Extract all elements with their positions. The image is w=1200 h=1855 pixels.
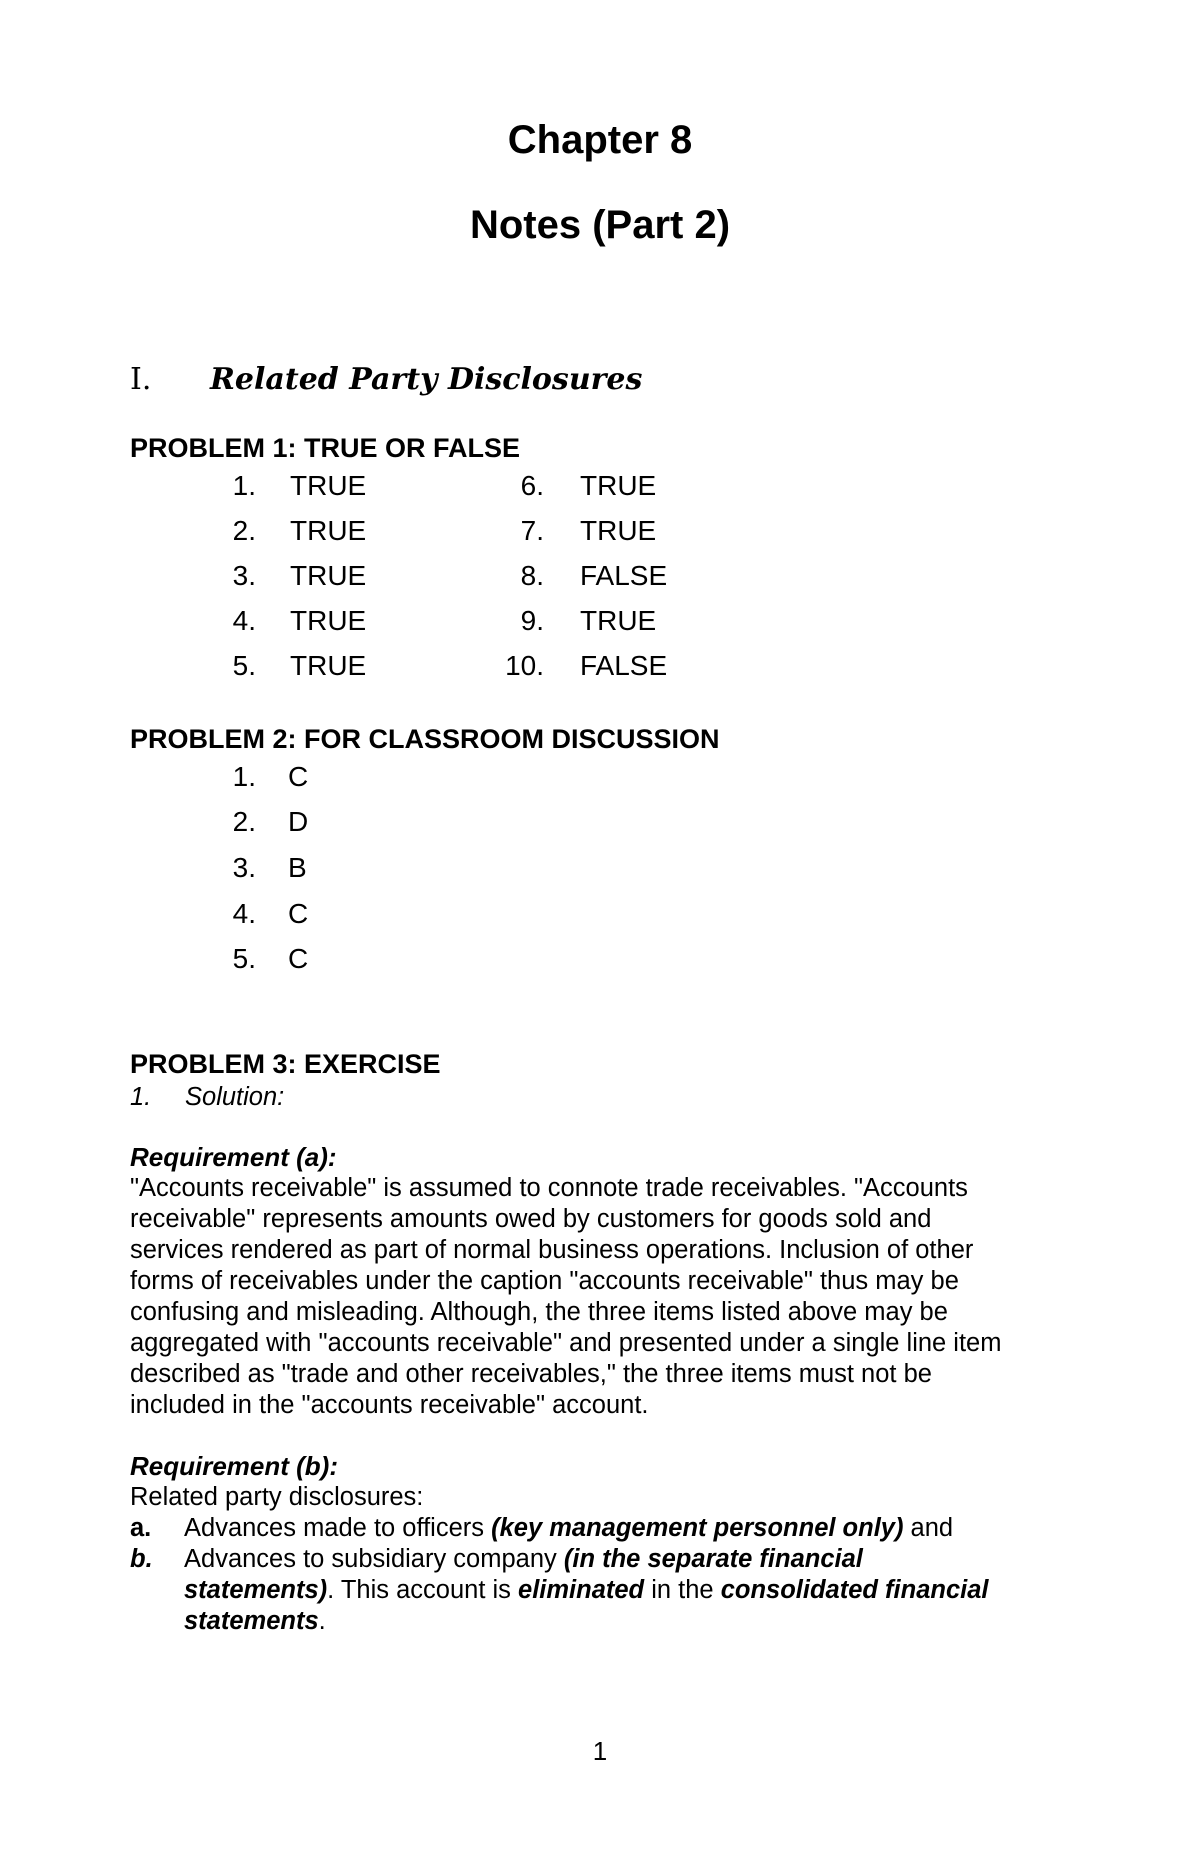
list-number: 4. [232,605,256,636]
list-answer: TRUE [290,515,367,546]
list-answer: B [288,852,307,883]
list-number: 9. [520,605,544,636]
requirement-a-line: receivable" represents amounts owed by customers for goods sold and [130,1205,932,1233]
list-answer: TRUE [290,470,367,501]
item-b-emphasis: eliminated [518,1576,645,1604]
list-number: 10. [505,650,544,681]
requirement-a-line: described as "trade and other receivables," the three items must not be [130,1360,932,1388]
section-title: Related Party Disclosures [210,362,643,397]
list-number: 3. [232,852,256,883]
page-number: 1 [592,1736,608,1766]
requirement-b-item-b-line-2 [184,1575,989,1606]
list-number: 7. [520,515,544,546]
problem-3-title: PROBLEM 3: EXERCISE [130,1049,441,1079]
item-a-end: and [903,1514,954,1542]
list-number: 5. [232,650,256,681]
list-number: 3. [232,560,256,591]
list-answer: TRUE [580,470,657,501]
requirement-b-item-b-line-1 [184,1544,863,1575]
requirement-b-item-a [184,1513,953,1544]
list-number: 8. [520,560,544,591]
list-answer: C [288,761,309,792]
requirement-a-line: confusing and misleading. Although, the three items listed above may be [130,1298,948,1326]
item-b-emphasis: (in the separate financial [563,1545,863,1573]
page-subtitle: Notes (Part 2) [469,203,731,247]
item-b-text: Advances to subsidiary company [184,1545,564,1573]
requirement-b-intro: Related party disclosures: [130,1483,424,1511]
solution-number: 1. [130,1083,152,1111]
problem-2-title: PROBLEM 2: FOR CLASSROOM DISCUSSION [130,724,720,754]
chapter-title: Chapter 8 [507,118,693,162]
item-a-emphasis: (key management personnel only) [491,1514,904,1542]
requirement-b-item-b-line-3 [184,1606,326,1637]
requirement-a-line: forms of receivables under the caption "accounts receivable" thus may be [130,1267,959,1295]
item-b-end: . [318,1607,326,1635]
list-answer: FALSE [580,560,668,591]
item-b-emphasis: statements) [184,1576,328,1604]
list-number: 1. [232,761,256,792]
problem-1-title: PROBLEM 1: TRUE OR FALSE [130,433,521,463]
list-number: 2. [232,806,256,837]
list-number: 2. [232,515,256,546]
list-answer: TRUE [580,515,657,546]
list-answer: FALSE [580,650,668,681]
list-answer: TRUE [290,650,367,681]
section-heading [130,362,830,402]
item-b-text: . This account is [327,1576,519,1604]
requirement-a-line: services rendered as part of normal business operations. Inclusion of other [130,1236,974,1264]
list-number: 5. [232,943,256,974]
list-answer: C [288,898,309,929]
list-number: 4. [232,898,256,929]
list-answer: TRUE [290,605,367,636]
list-answer: TRUE [290,560,367,591]
section-roman-numeral: I. [130,362,152,397]
list-number: 1. [232,470,256,501]
requirement-a-heading: Requirement (a): [130,1142,337,1172]
requirement-b-heading: Requirement (b): [130,1451,338,1481]
solution-label: Solution: [185,1083,285,1111]
list-number: 6. [520,470,544,501]
list-answer: D [288,806,309,837]
list-letter-a: a. [130,1514,152,1542]
list-letter-b: b. [130,1545,153,1573]
requirement-a-line: "Accounts receivable" is assumed to connote trade receivables. "Accounts [130,1174,968,1202]
list-answer: C [288,943,309,974]
requirement-a-line: included in the "accounts receivable" account. [130,1391,649,1419]
item-a-text: Advances made to officers [184,1514,492,1542]
item-b-emphasis: statements [184,1607,319,1635]
item-b-text: in the [644,1576,721,1604]
requirement-a-line: aggregated with "accounts receivable" and presented under a single line item [130,1329,1002,1357]
list-answer: TRUE [580,605,657,636]
item-b-emphasis: consolidated financial [720,1576,989,1604]
